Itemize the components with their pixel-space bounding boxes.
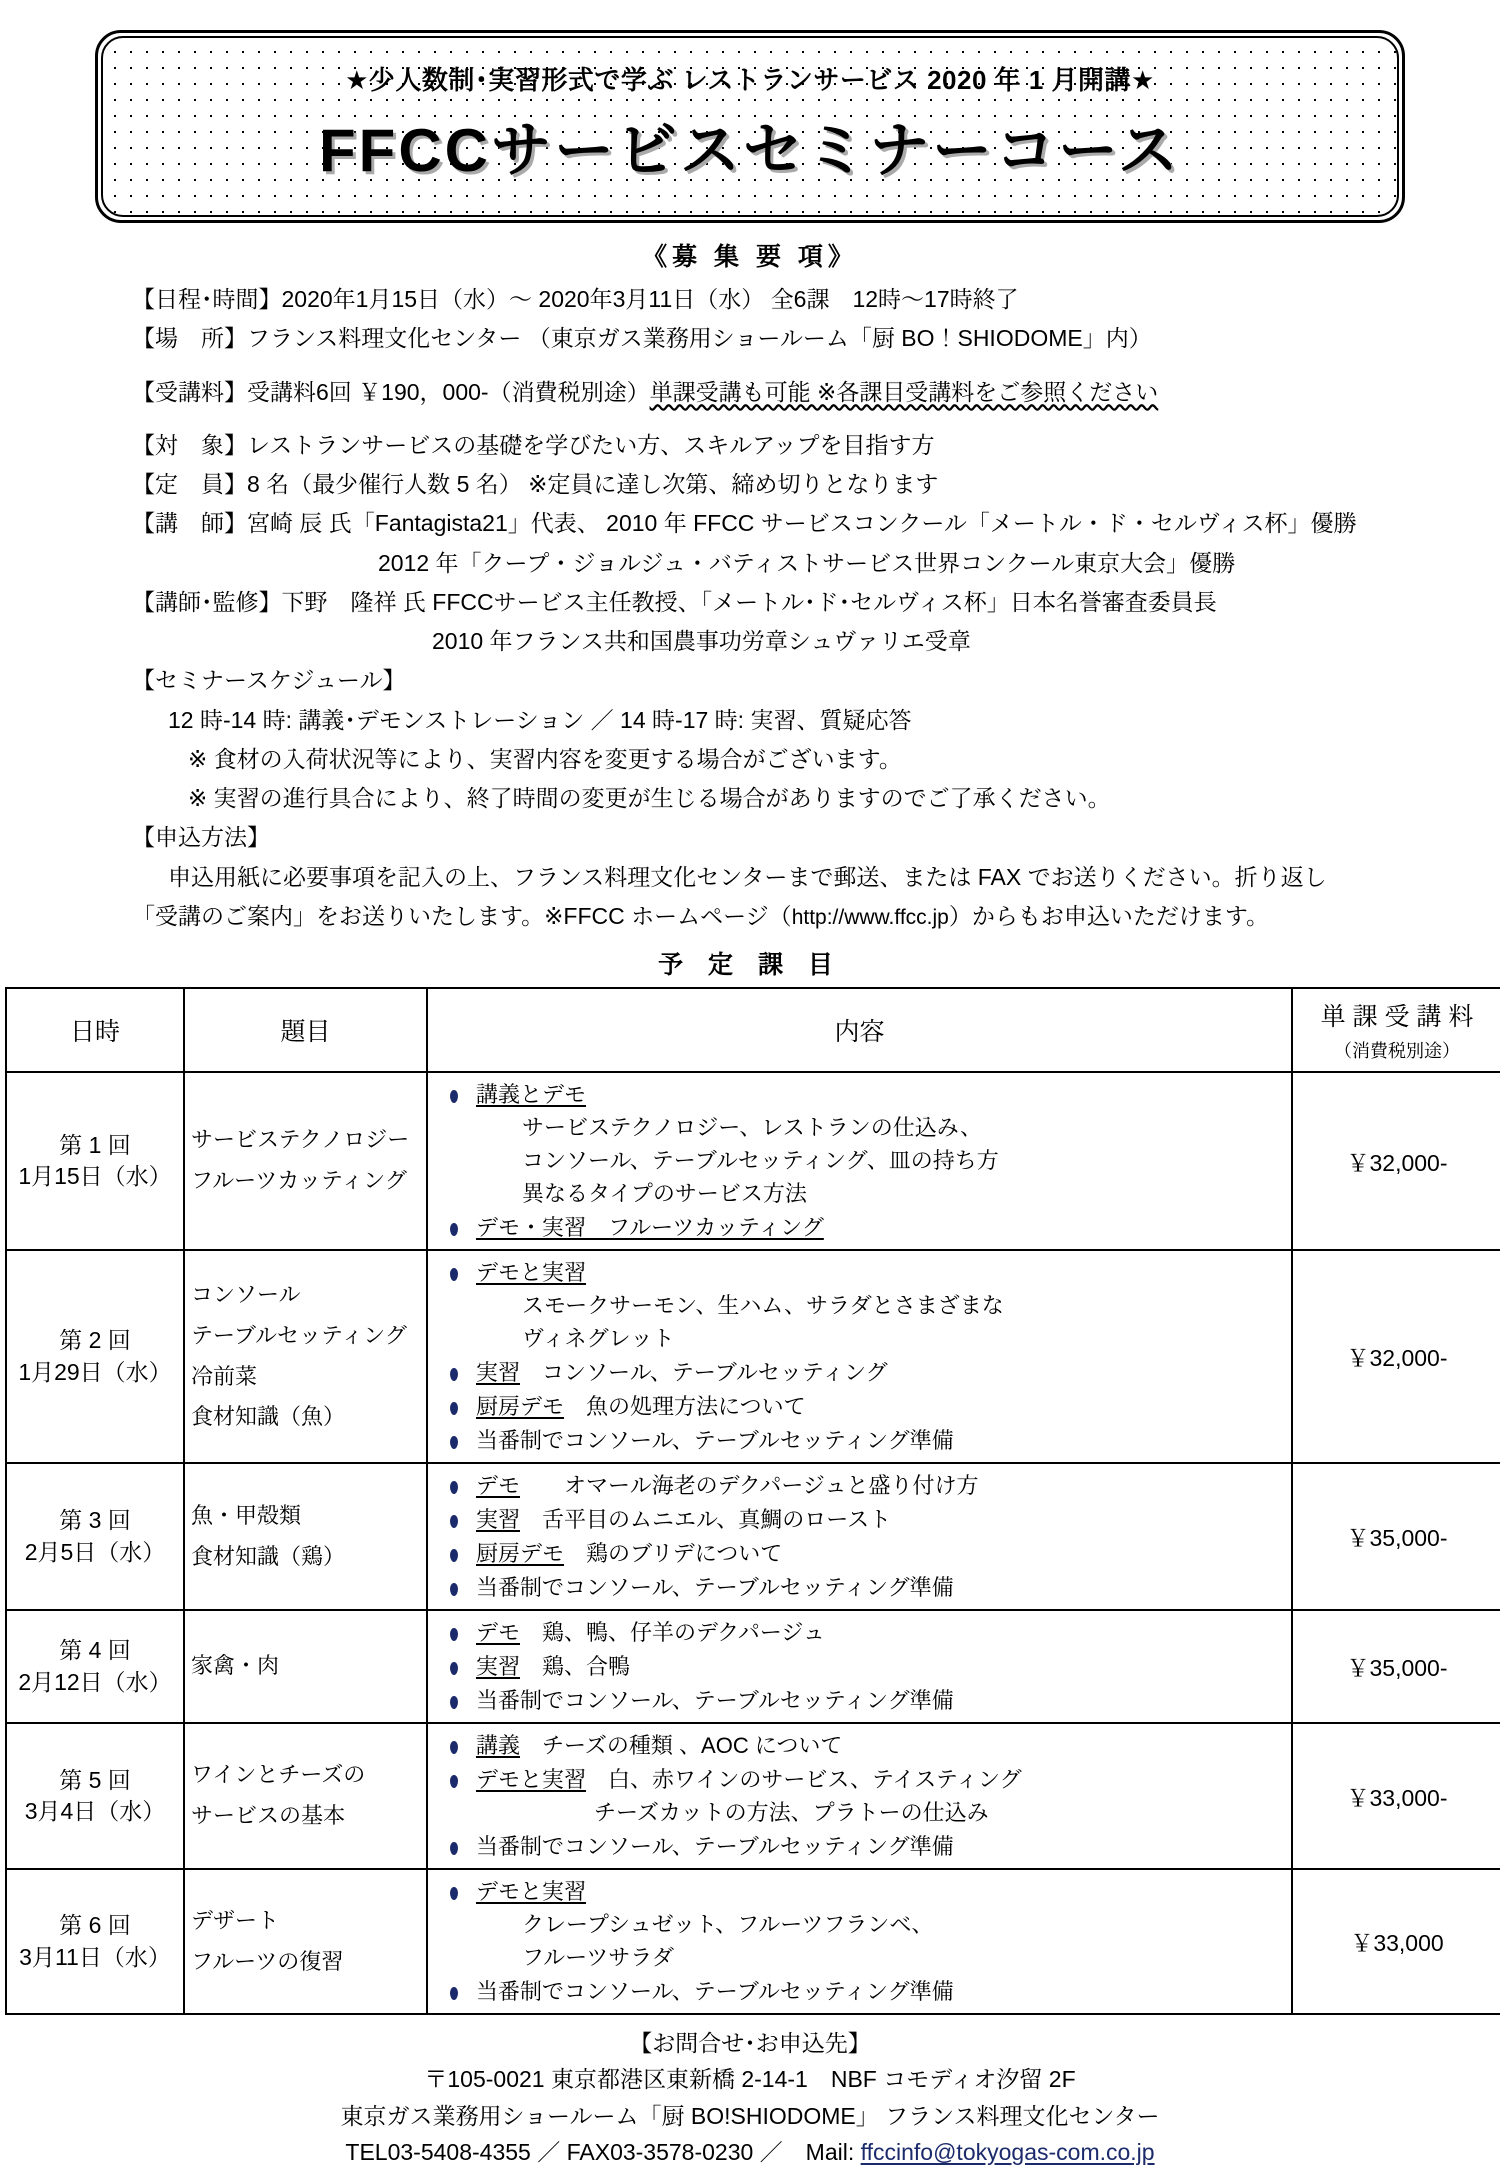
- note1: ※ 食材の入荷状況等により、実習内容を変更する場合がございます。: [188, 745, 902, 772]
- session-number: 第 1 回: [59, 1131, 131, 1158]
- apply-url[interactable]: http://www.ffcc.jp: [791, 905, 949, 929]
- topic-line: コンソール: [191, 1282, 301, 1308]
- session-number: 第 4 回: [59, 1637, 131, 1664]
- header-content: 内容: [427, 988, 1292, 1072]
- topic-line: フルーツの復習: [191, 1948, 344, 1974]
- content-bullet-item: [434, 1256, 1285, 1355]
- info-row-apply-label: [132, 819, 1460, 856]
- cell-fee: ￥35,000-: [1292, 1610, 1500, 1723]
- info-row-note2: [132, 780, 1460, 817]
- bullet-heading: デモ: [476, 1473, 521, 1498]
- info-row-target: [132, 427, 1460, 464]
- topic-line: デザート: [191, 1907, 280, 1933]
- topic-line: 食材知識（鶏）: [191, 1543, 346, 1569]
- header-fee-sub: （消費税別途）: [1334, 1041, 1460, 1061]
- info-block: [132, 281, 1460, 935]
- lecturer-label: 【講 師】: [132, 510, 247, 537]
- target-value: レストランサービスの基礎を学びたい方、スキルアップを目指す方: [247, 431, 935, 458]
- schedule-label: 【日程･時間】: [132, 286, 282, 312]
- capacity-value: 8 名（最少催行人数 5 名） ※定員に達し次第、締め切りとなります: [247, 471, 939, 497]
- bullet-text: 当番制でコンソール、テーブルセッティング準備: [476, 1575, 954, 1600]
- topic-line: サービステクノロジー: [191, 1127, 410, 1153]
- bullet-tail: 鶏のブリデについて: [564, 1541, 783, 1566]
- table-row: [6, 1463, 1500, 1610]
- bullet-heading: デモと実習: [476, 1260, 587, 1285]
- cell-date: [6, 1869, 184, 2014]
- seminar-schedule-label: 【セミナースケジュール】: [132, 667, 406, 694]
- info-row-seminar-schedule-line: [132, 702, 1460, 739]
- footer-address-line1: 〒105-0021 東京都港区東新橋 2-14-1 NBF コモディオ汐留 2F: [424, 2066, 1076, 2093]
- info-row-capacity: [132, 466, 1460, 503]
- bullet-subline: スモークサーモン、生ハム、サラダとさまざまな: [522, 1293, 1004, 1318]
- cell-date: [6, 1610, 184, 1723]
- content-bullet-item: [434, 1729, 1285, 1762]
- bullet-subline: コンソール、テーブルセッティング、皿の持ち方: [522, 1148, 999, 1173]
- content-bullet-item: [434, 1875, 1285, 1974]
- cell-fee: ￥33,000: [1292, 1869, 1500, 2014]
- fee-label: 【受講料】: [132, 378, 247, 405]
- bullet-subline: フルーツサラダ: [522, 1945, 675, 1970]
- info-row-fee: [132, 374, 1460, 411]
- bullet-tail: チーズの種類 、AOC について: [520, 1733, 843, 1758]
- target-label: 【対 象】: [132, 431, 247, 458]
- session-date: 1月29日（水）: [18, 1358, 172, 1385]
- content-bullet-item: [434, 1684, 1285, 1717]
- content-bullet-item: [434, 1078, 1285, 1210]
- bullet-subline: クレープシュゼット、フルーツフランベ、: [522, 1912, 934, 1937]
- content-bullet-item: [434, 1211, 1285, 1244]
- content-bullet-item: [434, 1975, 1285, 2008]
- bullet-text: 当番制でコンソール、テーブルセッティング準備: [476, 1979, 954, 2004]
- info-row-seminar-schedule-label: [132, 662, 1460, 699]
- note2: ※ 実習の進行具合により、終了時間の変更が生じる場合がありますのでご了承ください。: [188, 785, 1111, 811]
- cell-fee: ￥33,000-: [1292, 1723, 1500, 1869]
- bullet-heading: デモ: [476, 1620, 521, 1645]
- cell-content: [427, 1610, 1292, 1723]
- fee-value-main: 受講料6回 ￥190，000-（消費税別途）: [247, 378, 650, 405]
- content-bullet-item: [434, 1830, 1285, 1863]
- footer-contact-line: [0, 2134, 1500, 2170]
- bullet-tail: 鶏、鴨、仔羊のデクパージュ: [520, 1620, 825, 1645]
- session-number: 第 2 回: [59, 1327, 131, 1354]
- content-bullet-list: [434, 1875, 1285, 2008]
- bullet-tail: 魚の処理方法について: [564, 1394, 806, 1419]
- info-row-lecturer-2: [132, 545, 1460, 582]
- info-row-apply-line2: [132, 898, 1460, 935]
- bullet-tail: オマール海老のデクパージュと盛り付け方: [520, 1473, 979, 1498]
- apply-line2-a: 「受講のご案内」をお送りいたします。※FFCC ホームページ（: [132, 902, 792, 929]
- footer-heading: 【お問合せ･お申込先】: [629, 2030, 871, 2056]
- bullet-tail: 舌平目のムニエル、真鯛のロースト: [520, 1507, 892, 1532]
- footer-block: [0, 2025, 1500, 2170]
- content-bullet-item: [434, 1650, 1285, 1683]
- content-bullet-list: [434, 1616, 1285, 1717]
- info-row-place: [132, 320, 1460, 357]
- content-bullet-item: [434, 1763, 1285, 1829]
- apply-line1: 申込用紙に必要事項を記入の上、フランス料理文化センターまで郵送、または FAX でお送りください。折り返し: [168, 863, 1327, 890]
- topic-line: 冷前菜: [191, 1363, 258, 1389]
- schedule-table-title: 予 定 課 目: [658, 951, 842, 979]
- content-bullet-list: [434, 1729, 1285, 1863]
- info-row-note1: [132, 741, 1460, 778]
- bullet-heading: デモ・実習 フルーツカッティング: [476, 1215, 824, 1240]
- schedule-table: [5, 987, 1500, 2015]
- header-date: 日時: [6, 988, 184, 1072]
- cell-date: [6, 1463, 184, 1610]
- table-row: [6, 1869, 1500, 2014]
- table-row: [6, 1610, 1500, 1723]
- bullet-heading: 講義: [476, 1733, 521, 1758]
- topic-line: 食材知識（魚）: [191, 1404, 346, 1430]
- info-row-supervisor-2: [132, 623, 1460, 660]
- header-fee: [1292, 988, 1500, 1072]
- cell-topic: [184, 1723, 427, 1869]
- schedule-table-body: [6, 1072, 1500, 2014]
- session-date: 2月5日（水）: [24, 1538, 166, 1565]
- bullet-heading: 実習: [476, 1507, 521, 1532]
- cell-date: [6, 1723, 184, 1869]
- cell-topic: [184, 1250, 427, 1463]
- cell-content: [427, 1463, 1292, 1610]
- session-number: 第 6 回: [59, 1912, 131, 1939]
- session-date: 1月15日（水）: [18, 1163, 172, 1189]
- cell-date: [6, 1250, 184, 1463]
- topic-line: ワインとチーズの: [191, 1762, 366, 1788]
- content-bullet-item: [434, 1356, 1285, 1389]
- content-bullet-list: [434, 1256, 1285, 1457]
- title-banner: [95, 30, 1405, 223]
- banner-subtitle: ★少人数制･実習形式で学ぶ レストランサービス 2020 年 1 月開講★: [345, 65, 1155, 95]
- table-row: [6, 1250, 1500, 1463]
- bullet-heading: 厨房デモ: [476, 1394, 565, 1419]
- footer-email-link[interactable]: ffccinfo@tokyogas-com.co.jp: [860, 2138, 1155, 2165]
- seminar-schedule-line: 12 時-14 時: 講義･デモンストレーション ／ 14 時-17 時: 実習、質疑応答: [168, 706, 912, 733]
- topic-line: テーブルセッティング: [191, 1322, 407, 1348]
- banner-inner-panel: [101, 36, 1399, 217]
- table-row: [6, 1072, 1500, 1250]
- place-label: 【場 所】: [132, 325, 247, 352]
- session-date: 3月4日（水）: [24, 1798, 166, 1824]
- content-bullet-list: [434, 1469, 1285, 1604]
- bullet-subline: チーズカットの方法、プラトーの仕込み: [594, 1800, 989, 1825]
- bullet-text: 当番制でコンソール、テーブルセッティング準備: [476, 1688, 954, 1713]
- topic-line: サービスの基本: [191, 1803, 346, 1828]
- bullet-heading: 実習: [476, 1360, 521, 1385]
- topic-line: 家禽・肉: [191, 1653, 280, 1679]
- cell-content: [427, 1250, 1292, 1463]
- fee-value-note: 単課受講も可能 ※各課目受講料をご参照ください: [649, 378, 1159, 405]
- cell-fee: ￥32,000-: [1292, 1250, 1500, 1463]
- bullet-subline: 異なるタイプのサービス方法: [522, 1181, 807, 1206]
- banner-title: FFCCサービスセミナーコース: [319, 117, 1181, 184]
- bullet-tail: 鶏、合鴨: [520, 1654, 631, 1679]
- session-number: 第 3 回: [59, 1507, 131, 1534]
- apply-line2-b: ）からもお申込いただけます。: [948, 902, 1270, 929]
- lecturer-value: 宮崎 辰 氏「Fantagista21」代表、 2010 年 FFCC サービスコンクール「メートル・ド・セルヴィス杯」優勝: [247, 510, 1357, 537]
- content-bullet-item: [434, 1571, 1285, 1604]
- bullet-text: 当番制でコンソール、テーブルセッティング準備: [476, 1428, 954, 1453]
- apply-label: 【申込方法】: [132, 824, 270, 851]
- schedule-table-head: [6, 988, 1500, 1072]
- bullet-heading: 講義とデモ: [476, 1082, 587, 1107]
- supervisor-label: 【講師･監修】: [132, 588, 282, 615]
- cell-fee: ￥35,000-: [1292, 1463, 1500, 1610]
- session-date: 2月12日（水）: [18, 1668, 172, 1695]
- topic-line: 魚・甲殻類: [191, 1502, 302, 1528]
- requirements-heading: 《募 集 要 項》: [642, 243, 858, 271]
- bullet-heading: 厨房デモ: [476, 1541, 565, 1566]
- banner-outer-border: [95, 30, 1405, 223]
- table-header-row: [6, 988, 1500, 1072]
- bullet-subline: ヴィネグレット: [522, 1326, 675, 1351]
- cell-topic: [184, 1869, 427, 2014]
- content-bullet-item: [434, 1390, 1285, 1423]
- footer-tel-fax: TEL03-5408-4355 ／ FAX03-3578-0230 ／ Mail:: [345, 2138, 861, 2165]
- cell-content: [427, 1869, 1292, 2014]
- cell-topic: [184, 1610, 427, 1723]
- cell-content: [427, 1072, 1292, 1250]
- bullet-tail: コンソール、テーブルセッティング: [520, 1360, 888, 1385]
- lecturer-value2: 2012 年「クープ・ジョルジュ・バティストサービス世界コンクール東京大会」優勝: [378, 549, 1236, 576]
- info-row-apply-line1: [132, 859, 1460, 896]
- header-fee-main: 単 課 受 講 料: [1320, 1003, 1474, 1031]
- cell-content: [427, 1723, 1292, 1869]
- content-bullet-item: [434, 1469, 1285, 1502]
- bullet-heading: デモと実習: [476, 1879, 587, 1904]
- bullet-heading: 実習: [476, 1654, 521, 1679]
- session-number: 第 5 回: [59, 1766, 131, 1793]
- schedule-value: 2020年1月15日（水）～ 2020年3月11日（水） 全6課 12時～17時終了: [281, 286, 1019, 312]
- place-value: フランス料理文化センター （東京ガス業務用ショールーム「厨 BO！SHIODOME」内）: [247, 325, 1152, 352]
- bullet-heading: デモと実習: [476, 1767, 587, 1792]
- bullet-text: 当番制でコンソール、テーブルセッティング準備: [476, 1834, 954, 1859]
- footer-address-line2: 東京ガス業務用ショールーム「厨 BO!SHIODOME」 フランス料理文化センター: [340, 2102, 1160, 2129]
- content-bullet-item: [434, 1537, 1285, 1570]
- content-bullet-item: [434, 1503, 1285, 1536]
- table-row: [6, 1723, 1500, 1869]
- content-bullet-list: [434, 1078, 1285, 1244]
- info-row-lecturer: [132, 505, 1460, 542]
- content-bullet-item: [434, 1616, 1285, 1649]
- session-date: 3月11日（水）: [19, 1943, 171, 1970]
- header-topic: 題目: [184, 988, 427, 1072]
- cell-topic: [184, 1463, 427, 1610]
- cell-topic: [184, 1072, 427, 1250]
- supervisor-value: 下野 隆祥 氏 FFCCサービス主任教授、「メートル･ド･セルヴィス杯」日本名誉審査委員長: [281, 588, 1217, 615]
- supervisor-value2: 2010 年フランス共和国農事功労章シュヴァリエ受章: [432, 628, 971, 654]
- cell-fee: ￥32,000-: [1292, 1072, 1500, 1250]
- bullet-subline: サービステクノロジー、レストランの仕込み、: [522, 1115, 983, 1140]
- info-row-schedule: [132, 281, 1460, 318]
- content-bullet-item: [434, 1424, 1285, 1457]
- info-row-supervisor: [132, 584, 1460, 621]
- topic-line: フルーツカッティング: [191, 1168, 407, 1193]
- cell-date: [6, 1072, 184, 1250]
- capacity-label: 【定 員】: [132, 471, 247, 497]
- bullet-tail: 白、赤ワインのサービス、テイスティング: [586, 1767, 1022, 1792]
